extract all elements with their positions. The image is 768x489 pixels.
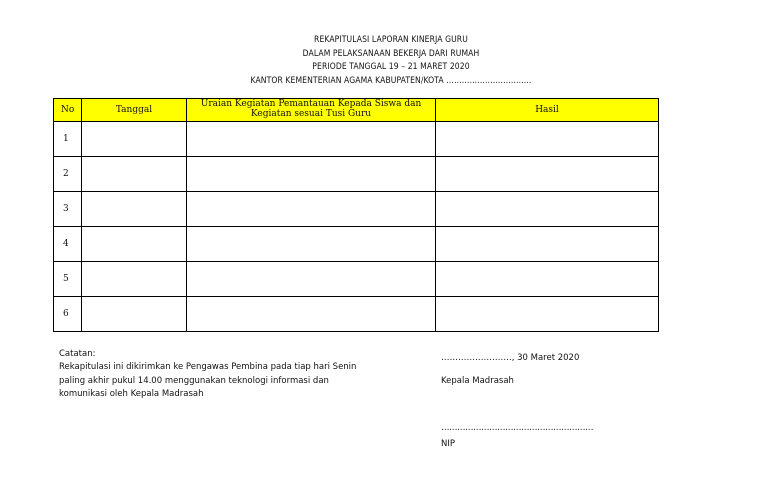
header-subtitle: DALAM PELAKSANAAN BEKERJA DARI RUMAH (302, 48, 480, 59)
column-header-uraian: Uraian Kegiatan Pemantauan Kepada Siswa dan Kegiatan sesuai Tusi Guru (187, 99, 436, 122)
row-number: 2 (54, 157, 82, 192)
header-title: REKAPITULASI LAPORAN KINERJA GURU (314, 35, 468, 45)
tanggal-cell (82, 227, 187, 262)
signature-line: ………………………………………………… (441, 423, 593, 433)
uraian-cell (187, 157, 436, 192)
notes-block (59, 348, 389, 401)
tanggal-cell (82, 122, 187, 157)
table-row (54, 192, 659, 227)
table-header-row (54, 99, 659, 122)
hasil-cell (436, 157, 659, 192)
tanggal-cell (82, 157, 187, 192)
tanggal-cell (82, 262, 187, 297)
notes-line: Rekapitulasi ini dikirimkan ke Pengawas Pembina pada tiap hari Senin (59, 362, 357, 373)
column-header-tanggal: Tanggal (82, 99, 187, 122)
table-row (54, 297, 659, 332)
hasil-cell (436, 122, 659, 157)
document-header (0, 34, 768, 88)
signature-nip: NIP (441, 439, 455, 449)
row-number: 1 (54, 122, 82, 157)
uraian-cell (187, 122, 436, 157)
hasil-cell (436, 262, 659, 297)
notes-line: paling akhir pukul 14.00 menggunakan teknologi informasi dan (59, 375, 329, 386)
tanggal-cell (82, 192, 187, 227)
uraian-cell (187, 297, 436, 332)
tanggal-cell (82, 297, 187, 332)
table-row (54, 157, 659, 192)
header-office: KANTOR KEMENTERIAN AGAMA KABUPATEN/KOTA …………………………… (250, 75, 532, 86)
hasil-cell (436, 297, 659, 332)
row-number: 3 (54, 192, 82, 227)
header-period: PERIODE TANGGAL 19 – 21 MARET 2020 (312, 62, 470, 72)
signature-title: Kepala Madrasah (441, 376, 514, 386)
column-header-no: No (54, 99, 82, 122)
table-row (54, 122, 659, 157)
column-header-hasil: Hasil (436, 99, 659, 122)
notes-line: komunikasi oleh Kepala Madrasah (59, 388, 204, 399)
table-row (54, 227, 659, 262)
hasil-cell (436, 192, 659, 227)
table-row (54, 262, 659, 297)
report-table (53, 98, 659, 332)
row-number: 6 (54, 297, 82, 332)
uraian-cell (187, 262, 436, 297)
signature-date: ……………………., 30 Maret 2020 (441, 353, 580, 363)
uraian-cell (187, 227, 436, 262)
hasil-cell (436, 227, 659, 262)
row-number: 5 (54, 262, 82, 297)
notes-title: Catatan: (59, 349, 96, 359)
uraian-cell (187, 192, 436, 227)
row-number: 4 (54, 227, 82, 262)
